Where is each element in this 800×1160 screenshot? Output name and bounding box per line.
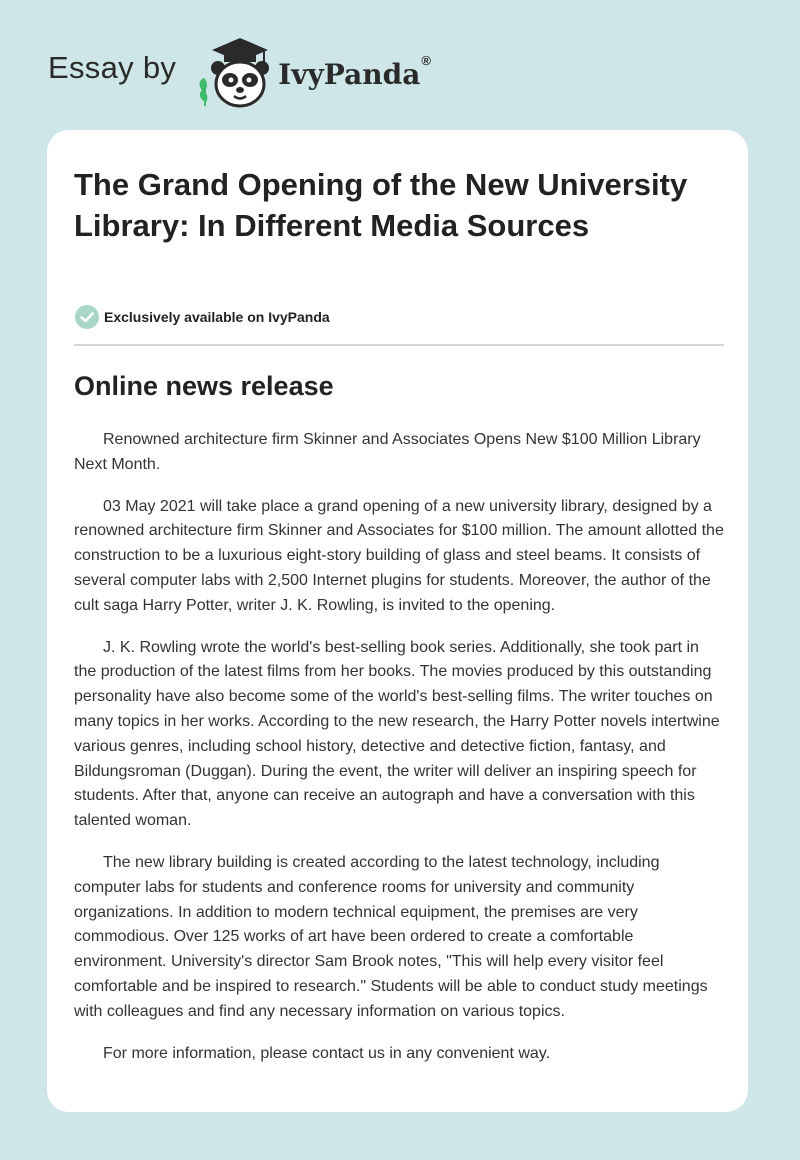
paragraph: J. K. Rowling wrote the world's best-selling book series. Additionally, she took part in the production of the latest films from her books. The movies produced by this outstanding personality have also become some of the world's best-selling films. The writer touches on many topics in her works. According to the new research, the Harry Potter novels intertwine various genres, including school history, detective and detective fiction, fantasy, and Bildungsroman (Duggan). During the event, the writer will deliver an inspiring speech for students. After that, anyone can receive an autograph and have a conversation with this talented woman. bbox=[74, 638, 720, 830]
paragraph: The new library building is created according to the latest technology, including computer labs for students and conference rooms for university and community organizations. In addition to modern technical equipment, the premises are very commodious. Over 125 works of art have been ordered to create a comfortable environment. University's director Sam Brook notes, "This will help every visitor feel comfortable and be inspired to research." Students will be able to conduct study meetings with colleagues and find any necessary information on various topics. bbox=[74, 853, 708, 1020]
registered-mark: ® bbox=[421, 52, 431, 68]
exclusive-badge bbox=[74, 304, 330, 330]
brand-name: IvyPanda bbox=[278, 57, 421, 91]
article-body bbox=[74, 428, 724, 1083]
paragraph: 03 May 2021 will take place a grand opening of a new university library, designed by a renowned architecture firm Skinner and Associates for $100 million. The amount allotted the construction to be a luxurious eight-story building of glass and steel beams. It consists of several computer labs with 2,500 Internet plugins for students. Moreover, the author of the cult saga Harry Potter, writer J. K. Rowling, is invited to the opening. bbox=[74, 497, 724, 614]
brand-prefix: Essay by bbox=[48, 50, 177, 85]
paragraph: Renowned architecture firm Skinner and Associates Opens New $100 Million Library Next Month. bbox=[74, 431, 701, 473]
brand-header[interactable] bbox=[48, 34, 431, 110]
paragraph: For more information, please contact us in any convenient way. bbox=[103, 1044, 551, 1062]
panda-graduate-icon bbox=[190, 34, 274, 110]
page-title: The Grand Opening of the New University Library: In Different Media Sources bbox=[74, 167, 688, 243]
article-card bbox=[47, 130, 748, 1112]
section-heading: Online news release bbox=[74, 371, 334, 401]
divider bbox=[74, 344, 724, 346]
check-circle-icon bbox=[74, 304, 100, 330]
badge-text: Exclusively available on IvyPanda bbox=[104, 309, 330, 325]
